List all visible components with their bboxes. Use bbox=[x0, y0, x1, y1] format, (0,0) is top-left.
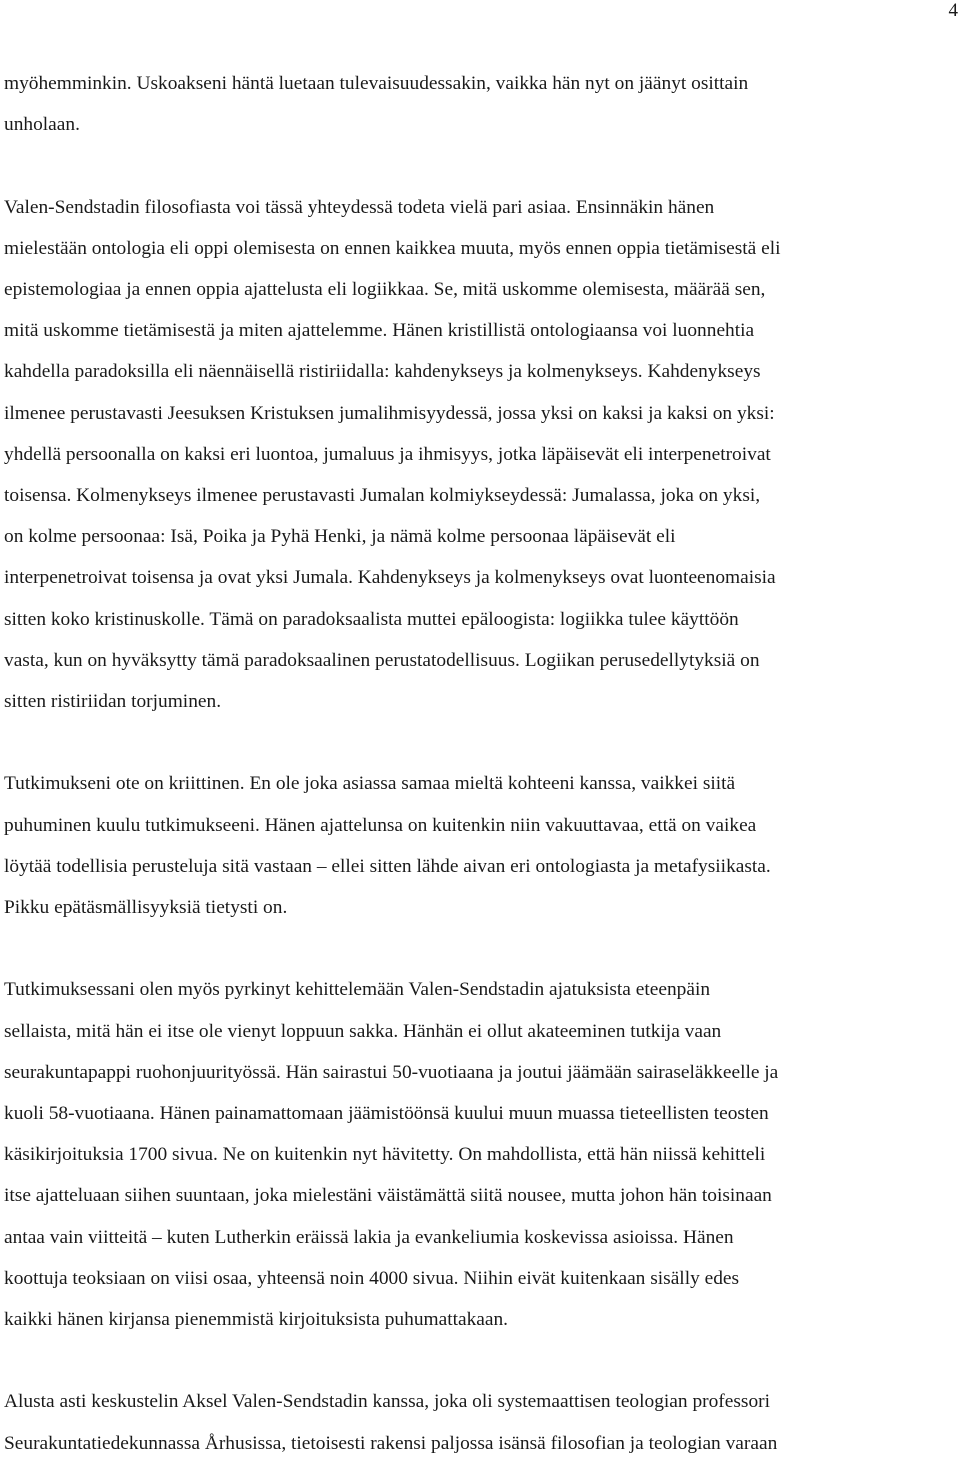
paragraph-4 bbox=[4, 969, 954, 1340]
paragraph-spacer bbox=[4, 928, 954, 969]
paragraph-3 bbox=[4, 763, 954, 928]
text-line: kaikki hänen kirjansa pienemmistä kirjoituksista puhumattakaan. bbox=[4, 1309, 509, 1331]
page-number: 4 bbox=[948, 0, 958, 21]
text-line: mielestään ontologia eli oppi olemisesta on ennen kaikkea muuta, myös ennen oppia tietämisestä eli bbox=[4, 237, 781, 259]
text-line: myöhemminkin. Uskoakseni häntä luetaan tulevaisuudessakin, vaikka hän nyt on jäänyt osittain bbox=[4, 73, 749, 94]
text-line: sitten koko kristinuskolle. Tämä on paradoksaalista muttei epäloogista: logiikka tulee käyttöön bbox=[4, 608, 739, 630]
text-line: koottuja teoksiaan on viisi osaa, yhteensä noin 4000 sivua. Niihin eivät kuitenkaan sisälly edes bbox=[4, 1267, 740, 1289]
text-line: Tutkimuksessani olen myös pyrkinyt kehittelemään Valen-Sendstadin ajatuksista eteenpäin bbox=[4, 979, 711, 1001]
text-line: sitten ristiriidan torjuminen. bbox=[4, 691, 222, 713]
text-line: vasta, kun on hyväksytty tämä paradoksaalinen perustatodellisuus. Logiikan perusedellytyksiä on bbox=[4, 649, 760, 671]
text-line: antaa vain viitteitä – kuten Lutherkin eräissä lakia ja evankeliumia koskevissa asioissa. Hänen bbox=[4, 1226, 734, 1248]
text-line: toisensa. Kolmenykseys ilmenee perustavasti Jumalan kolmiykseydessä: Jumalassa, joka on yksi, bbox=[4, 485, 761, 507]
paragraph-spacer bbox=[4, 145, 954, 186]
paragraph-1 bbox=[4, 63, 954, 145]
text-line: sellaista, mitä hän ei itse ole vienyt loppuun sakka. Hänhän ei ollut akateeminen tutkija vaan bbox=[4, 1020, 722, 1042]
text-line: yhdellä persoonalla on kaksi eri luontoa, jumaluus ja ihmisyys, jotka läpäisevät eli interpenetroivat bbox=[4, 443, 771, 465]
text-line: interpenetroivat toisensa ja ovat yksi Jumala. Kahdenykseys ja kolmenykseys ovat luonteenomaisia bbox=[4, 567, 776, 589]
text-line: on kolme persoonaa: Isä, Poika ja Pyhä Henki, ja nämä kolme persoonaa läpäisevät eli bbox=[4, 526, 676, 548]
text-line: seurakuntapappi ruohonjuurityössä. Hän sairastui 50-vuotiaana ja joutui jäämään sairaseläkkeelle ja bbox=[4, 1061, 779, 1083]
text-line: kuoli 58-vuotiaana. Hänen painamattomaan jäämistöönsä kuului muun muassa tieteellisten teosten bbox=[4, 1103, 769, 1125]
text-line: Seurakuntatiedekunnassa Århusissa, tietoisesti rakensi paljossa isänsä filosofian ja teologian varaan bbox=[4, 1432, 778, 1454]
text-line: epistemologiaa ja ennen oppia ajattelusta eli logiikkaa. Se, mitä uskomme olemisesta, määrää sen, bbox=[4, 279, 766, 300]
paragraph-spacer bbox=[4, 1340, 954, 1381]
text-line: löytää todellisia perusteluja sitä vastaan – ellei sitten lähde aivan eri ontologiasta ja metafysiikasta. bbox=[4, 855, 771, 877]
paragraph-5 bbox=[4, 1381, 954, 1463]
text-line: kahdella paradoksilla eli näennäisellä ristiriidalla: kahdenykseys ja kolmenykseys. Kahdenykseys bbox=[4, 361, 761, 383]
text-line: mitä uskomme tietämisestä ja miten ajattelemme. Hänen kristillistä ontologiaansa voi luonnehtia bbox=[4, 320, 755, 342]
text-line: ilmenee perustavasti Jeesuksen Kristuksen jumalihmisyydessä, jossa yksi on kaksi ja kaksi on yksi: bbox=[4, 402, 775, 424]
text-line: käsikirjoituksia 1700 sivua. Ne on kuitenkin nyt hävitetty. On mahdollista, että hän niissä kehitteli bbox=[4, 1144, 766, 1166]
text-line: Alusta asti keskustelin Aksel Valen-Sendstadin kanssa, joka oli systemaattisen teologian professori bbox=[4, 1391, 770, 1413]
text-line: Tutkimukseni ote on kriittinen. En ole joka asiassa samaa mieltä kohteeni kanssa, vaikkei siitä bbox=[4, 773, 736, 795]
text-line: puhuminen kuulu tutkimukseeni. Hänen ajattelunsa on kuitenkin niin vakuuttavaa, että on vaikea bbox=[4, 814, 757, 836]
document-body bbox=[4, 63, 954, 1464]
paragraph-spacer bbox=[4, 722, 954, 763]
text-line: itse ajatteluaan siihen suuntaan, joka mielestäni väistämättä siitä nousee, mutta johon hän toisinaan bbox=[4, 1185, 772, 1207]
text-line: Valen-Sendstadin filosofiasta voi tässä yhteydessä todeta vielä pari asiaa. Ensinnäkin hänen bbox=[4, 196, 715, 218]
text-line: Pikku epätäsmällisyyksiä tietysti on. bbox=[4, 897, 288, 919]
paragraph-2 bbox=[4, 187, 954, 723]
text-line: unholaan. bbox=[4, 114, 80, 136]
